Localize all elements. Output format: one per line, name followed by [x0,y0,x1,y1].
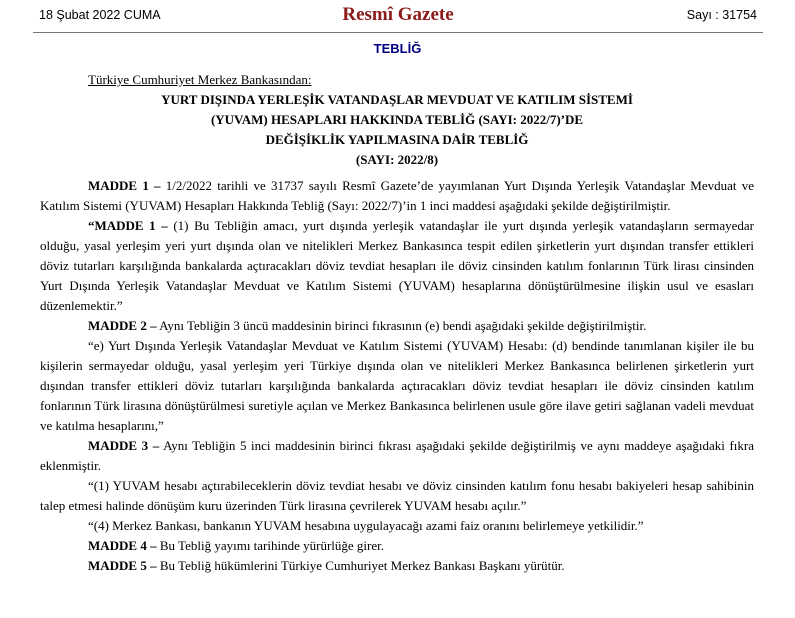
article-text: Aynı Tebliğin 5 inci maddesinin birinci fıkrası aşağıdaki şekilde değiştirilmiş ve aynı maddeye aşağıdaki fıkra eklenmiştir. [40,438,754,473]
article-label: MADDE 4 – [88,538,157,553]
article-label: MADDE 3 – [88,438,160,453]
article-paragraph [40,556,754,576]
article-text: (1) Bu Tebliğin amacı, yurt dışında yerleşik vatandaşlar ile yurt dışında yerleşik vatandaşların sermayedar olduğu, yasal yerleşim yeri yurt dışında olan ve nitelikleri Merkez Bankasınca tespit edilen şirketlerin yurt dışından transfer ettikleri döviz tutarları karşılığında bankalarda açtıracakları döviz tevdiat hesapları ile döviz cinsinden katılım fonlarının Türk lirası cinsinden Yurt Dışında Yerleşik Vatandaşlar Mevduat ve Katılım Sistemi (YUVAM) hesaplarına dönüştürülmesine ilişkin usul ve esasları düzenlemektir.” [40,218,754,313]
title-line: (SAYI: 2022/8) [355,152,439,167]
article-text: Aynı Tebliğin 3 üncü maddesinin birinci fıkrasının (e) bendi aşağıdaki şekilde değiştirilmiştir. [156,318,647,333]
article-paragraph [40,516,754,536]
title-line: (YUVAM) HESAPLARI HAKKINDA TEBLİĞ (SAYI: 2022/7)’DE [210,112,584,127]
article-paragraph [40,536,754,556]
article-paragraph [40,216,754,316]
title-line: DEĞİŞİKLİK YAPILMASINA DAİR TEBLİĞ [265,132,529,147]
article-paragraph [40,436,754,476]
gazette-header [33,0,763,33]
article-text: “(1) YUVAM hesabı açtırabileceklerin döviz tevdiat hesabı ve döviz cinsinden katılım fonu hesabı bakiyeleri hesap sahibinin talep etmesi halinde dönüşüm kuru üzerinden Türk lirasına çevrilerek YUVAM hesabı açılır.” [40,478,754,513]
issue-number: Sayı : 31754 [686,8,757,22]
title-line: YURT DIŞINDA YERLEŞİK VATANDAŞLAR MEVDUAT VE KATILIM SİSTEMİ [161,92,633,107]
article-paragraph [40,336,754,436]
article-label: MADDE 5 – [88,558,157,573]
article-label: MADDE 2 – [88,318,157,333]
article-text: “e) Yurt Dışında Yerleşik Vatandaşlar Mevduat ve Katılım Sistemi (YUVAM) Hesabı: (d) bendinde tanımlanan kişiler ile bu kişilerin sermayedar olduğu, yasal yerleşim yeri Türkiye dışında olan ve nitelikleri Merkez Bankasınca belirlenen şirketlerin yurt dışından transfer ettikleri döviz tutarları karşılığında bankalarda açtıracakları döviz tevdiat hesapları ile döviz cinsinden katılım fonlarının Türk lirasına dönüştürülmesi suretiyle açılan ve Merkez Bankasınca belirlenen usule göre ilave getiri sağlanan vadeli mevduat ve katılma hesaplarını,” [40,338,754,433]
section-heading: TEBLİĞ [373,41,422,56]
issue-date: 18 Şubat 2022 CUMA [39,8,161,22]
article-text: 1/2/2022 tarihli ve 31737 sayılı Resmî Gazete’de yayımlanan Yurt Dışında Yerleşik Vatandaşlar Mevduat ve Katılım Sistemi (YUVAM) Hesapları Hakkında Tebliğ (Sayı: 2022/7)’in 1 inci maddesi aşağıdaki şekilde değiştirilmiştir. [40,178,754,213]
article-label: MADDE 1 – [88,178,161,193]
article-paragraph [40,476,754,516]
document-title [40,90,754,170]
article-paragraph [40,176,754,216]
issuer-line: Türkiye Cumhuriyet Merkez Bankasından: [88,72,312,87]
article-text: Bu Tebliğ yayımı tarihinde yürürlüğe girer. [156,538,384,553]
article-paragraph [40,316,754,336]
article-label: “MADDE 1 – [88,218,168,233]
gazette-title: Resmî Gazete [342,4,454,25]
article-text: “(4) Merkez Bankası, bankanın YUVAM hesabına uygulayacağı azami faiz oranını belirlemeye yetkilidir.” [88,518,644,533]
article-text: Bu Tebliğ hükümlerini Türkiye Cumhuriyet Merkez Bankası Başkanı yürütür. [156,558,565,573]
document-body [40,70,754,576]
